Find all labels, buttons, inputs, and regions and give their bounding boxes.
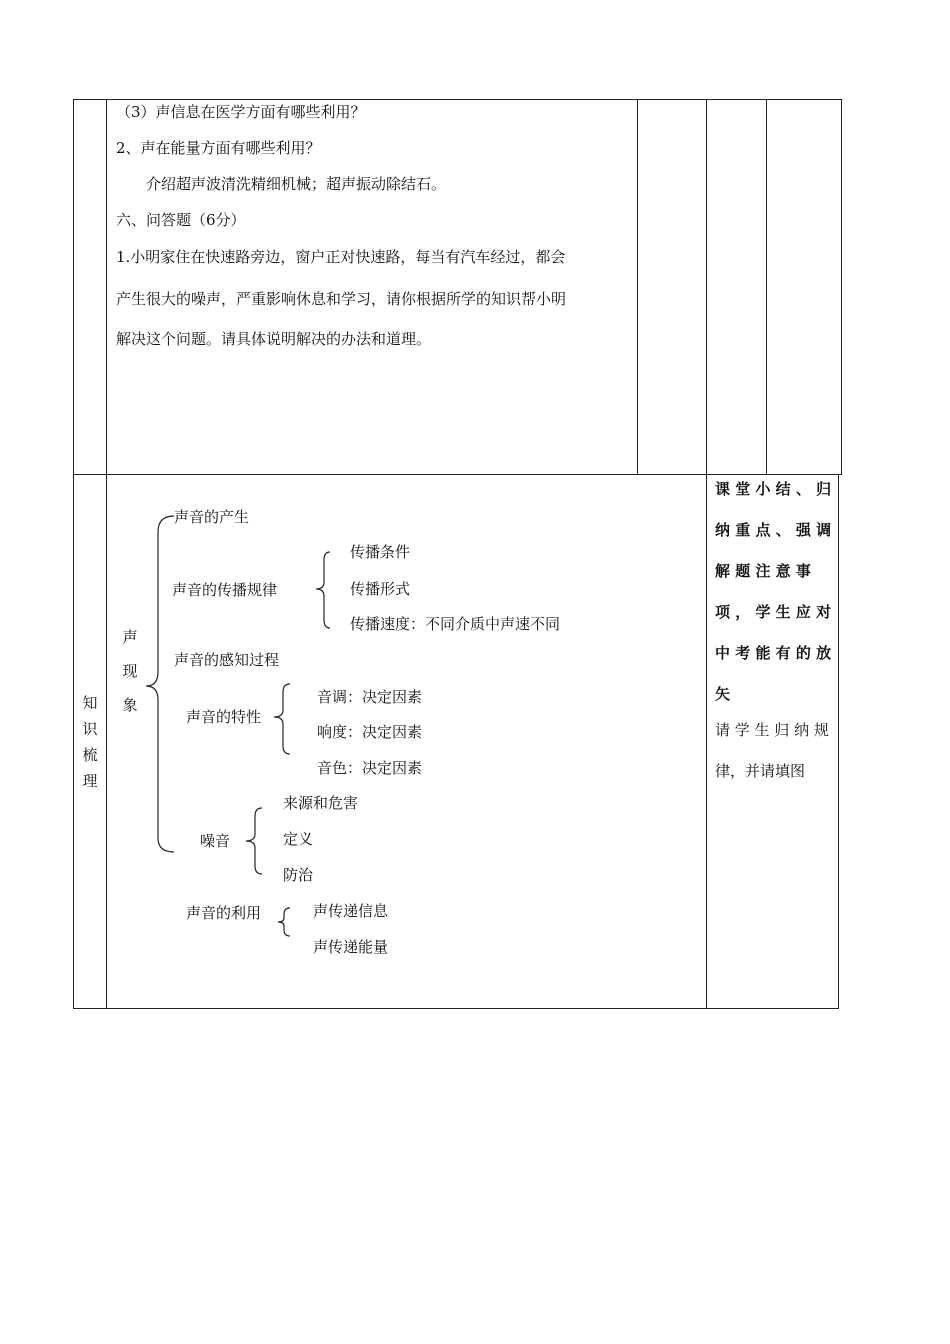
noise-item: 来源和危害 (283, 794, 359, 812)
branch-noise: 噪音 (200, 832, 231, 850)
side-note-bold-line: 项 ， 学 生 应 对 (715, 603, 832, 621)
section-label-char: 知 (82, 694, 98, 712)
section-six-heading: 六、问答题（6分） (116, 211, 246, 229)
propagation-item: 传播形式 (350, 580, 411, 598)
propagation-item: 传播条件 (350, 543, 411, 561)
qa-question-line-1: 1.小明家住在快速路旁边，窗户正对快速路，每当有汽车经过，都会 (116, 248, 566, 266)
propagation-brace (316, 552, 330, 628)
side-note-bold-line: 矢 (715, 685, 731, 703)
characteristics-item: 响度：决定因素 (317, 723, 423, 741)
noise-item: 防治 (283, 866, 314, 884)
section-label-char: 理 (82, 772, 98, 790)
ultrasound-intro: 介绍超声波清洗精细机械；超声振动除结石。 (146, 175, 447, 193)
section-label-char: 识 (82, 720, 98, 738)
side-note-bold-line: 课 堂 小 结 、 归 (715, 480, 832, 498)
side-note-bold-line: 纳 重 点 、 强 调 (715, 521, 832, 539)
qa-question-line-2: 产生很大的噪声，严重影响休息和学习，请你根据所学的知识帮小明 (116, 290, 567, 308)
branch-perception: 声音的感知过程 (174, 651, 280, 669)
qa-question-line-3: 解决这个问题。请具体说明解决的办法和道理。 (116, 330, 432, 348)
propagation-item: 传播速度：不同介质中声速不同 (350, 615, 561, 633)
characteristics-item: 音色：决定因素 (317, 759, 423, 777)
side-note-bold-line: 解 题 注 意 事 (715, 562, 811, 580)
utilization-item: 声传递信息 (313, 902, 389, 920)
root-label-char: 声 (122, 628, 138, 646)
noise-brace (246, 808, 262, 874)
utilization-brace (278, 908, 290, 936)
branch-utilization: 声音的利用 (186, 904, 262, 922)
characteristics-item: 音调：决定因素 (317, 688, 423, 706)
side-note-line: 律，并请填图 (715, 762, 806, 780)
root-label-char: 象 (122, 696, 138, 714)
question-2-energy-use: 2、声在能量方面有哪些利用？ (116, 139, 321, 157)
utilization-item: 声传递能量 (313, 938, 389, 956)
branch-production: 声音的产生 (174, 508, 250, 526)
root-label-char: 现 (122, 662, 138, 680)
branch-characteristics: 声音的特性 (186, 708, 262, 726)
side-note-bold-line: 中 考 能 有 的 放 (715, 644, 832, 662)
branch-propagation: 声音的传播规律 (172, 581, 278, 599)
side-note-line: 请 学 生 归 纳 规 (715, 721, 829, 739)
section-label-char: 梳 (82, 746, 98, 764)
question-3-medical-use: （3）声信息在医学方面有哪些利用？ (116, 103, 366, 121)
noise-item: 定义 (283, 830, 314, 848)
characteristics-brace (274, 684, 290, 754)
root-brace (146, 516, 174, 852)
